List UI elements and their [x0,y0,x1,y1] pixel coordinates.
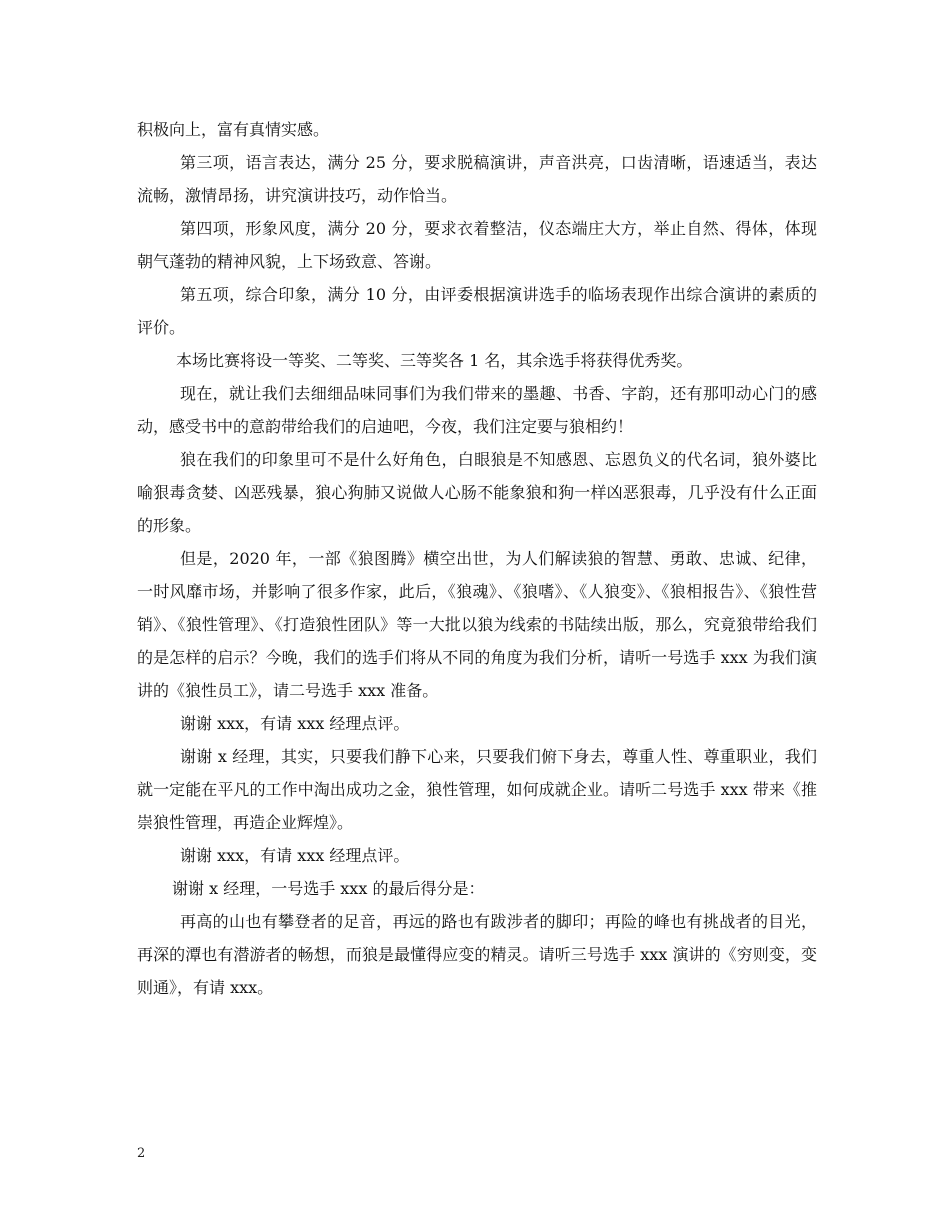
paragraph: 现在，就让我们去细细品味同事们为我们带来的墨趣、书香、字韵，还有那叩动心门的感动，感受书中的意韵带给我们的启迪吧，今夜，我们注定要与狼相约！ [137,384,817,436]
paragraph: 谢谢 xxx，有请 xxx 经理点评。 [180,714,410,733]
paragraph: 第五项，综合印象，满分 10 分，由评委根据演讲选手的临场表现作出综合演讲的素质的评价。 [137,285,817,337]
paragraph: 本场比赛将设一等奖、二等奖、三等奖各 1 名，其余选手将获得优秀奖。 [176,351,693,370]
paragraph: 谢谢 x 经理，其实，只要我们静下心来，只要我们俯下身去，尊重人性、尊重职业，我们就一定能在平凡的工作中淘出成功之金，狼性管理，如何成就企业。请听二号选手 xxx 带来《推崇狼性管理，再造企业辉煌》。 [137,747,817,832]
page-number: 2 [137,1146,146,1161]
paragraph: 谢谢 x 经理，一号选手 xxx 的最后得分是： [172,879,485,898]
paragraph: 第三项，语言表达，满分 25 分，要求脱稿演讲，声音洪亮，口齿清晰，语速适当，表达流畅，激情昂扬，讲究演讲技巧，动作恰当。 [137,153,817,205]
document-body [137,113,817,1004]
paragraph: 再高的山也有攀登者的足音，再远的路也有跋涉者的脚印；再险的峰也有挑战者的目光，再深的潭也有潜游者的畅想，而狼是最懂得应变的精灵。请听三号选手 xxx 演讲的《穷则变，变则通》，有请 xxx。 [137,912,817,997]
paragraph: 谢谢 xxx，有请 xxx 经理点评。 [180,846,410,865]
paragraph: 狼在我们的印象里可不是什么好角色，白眼狼是不知感恩、忘恩负义的代名词，狼外婆比喻狠毒贪婪、凶恶残暴，狼心狗肺又说做人心肠不能象狼和狗一样凶恶狠毒，几乎没有什么正面的形象。 [137,450,817,535]
paragraph: 但是，2020 年，一部《狼图腾》横空出世，为人们解读狼的智慧、勇敢、忠诚、纪律，一时风靡市场，并影响了很多作家，此后，《狼魂》、《狼嗜》、《人狼变》、《狼相报告》、《狼性营销》、《狼性管理》、《打造狼性团队》等一大批以狼为线索的书陆续出版，那么，究竟狼带给我们的是怎样的启示？今晚，我们的选手们将从不同的角度为我们分析，请听一号选手 xxx 为我们演讲的《狼性员工》，请二号选手 xxx 准备。 [137,549,817,700]
paragraph: 第四项，形象风度，满分 20 分，要求衣着整洁，仪态端庄大方，举止自然、得体，体现朝气蓬勃的精神风貌，上下场致意、答谢。 [137,219,817,271]
paragraph: 积极向上，富有真情实感。 [137,120,330,139]
